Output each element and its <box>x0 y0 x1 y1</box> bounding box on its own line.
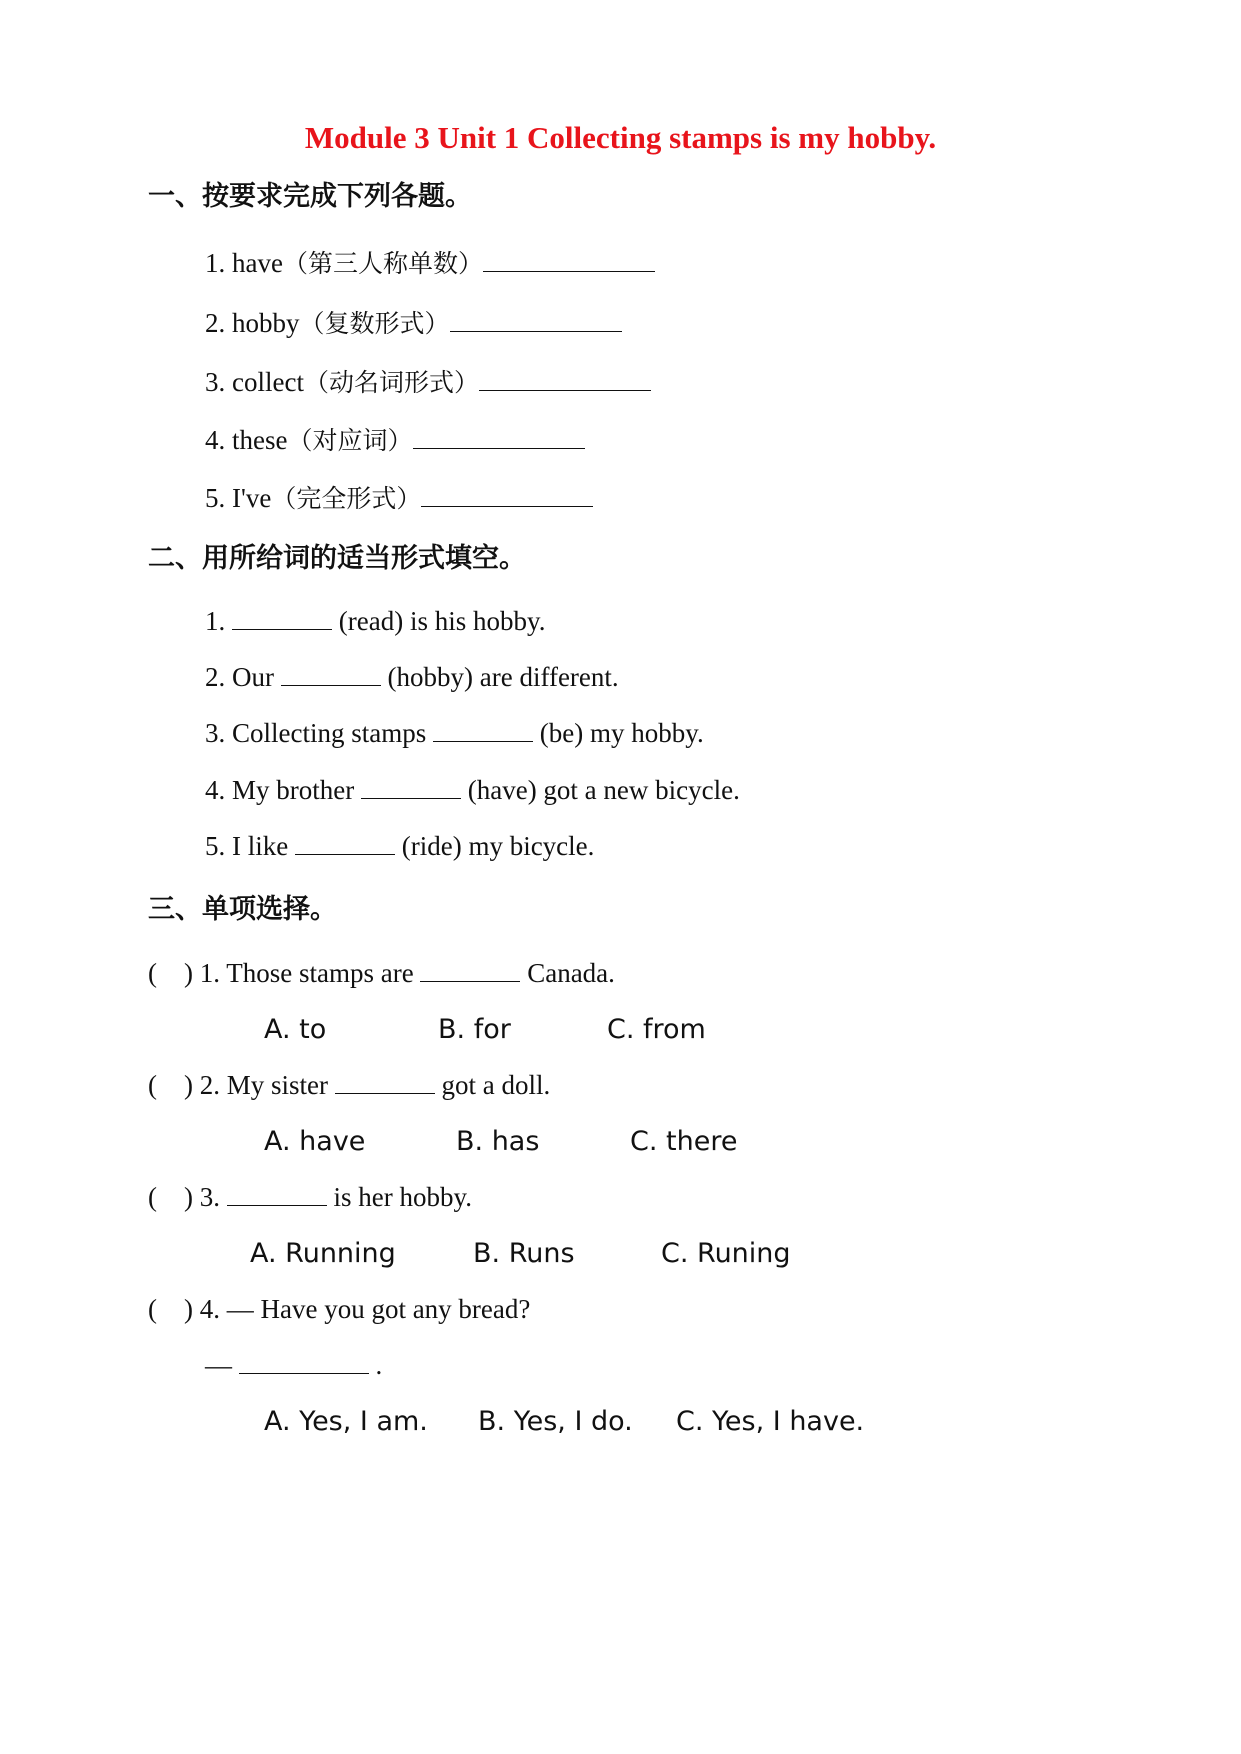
sentence-start: 3. Collecting stamps <box>205 718 433 748</box>
sentence-start: 1. <box>205 606 232 636</box>
page-title: Module 3 Unit 1 Collecting stamps is my hobby. <box>304 120 937 155</box>
answer-blank <box>239 1351 369 1374</box>
sentence-end: (read) is his hobby. <box>332 606 546 636</box>
item-number: 1. <box>205 248 226 278</box>
reply-end: . <box>368 1350 383 1380</box>
sentence-end: (hobby) are different. <box>380 662 619 692</box>
question-end: is her hobby. <box>326 1182 472 1212</box>
option-c[interactable]: C. Yes, I have. <box>676 1406 865 1437</box>
option-a[interactable]: A. Yes, I am. <box>264 1406 428 1437</box>
item-number: 4. <box>205 425 226 455</box>
option-a[interactable]: A. have <box>264 1126 366 1157</box>
item-word: these <box>232 425 288 455</box>
answer-blank <box>335 1071 435 1094</box>
reply-dash: — <box>205 1350 232 1380</box>
sentence-end: (ride) my bicycle. <box>394 831 595 861</box>
option-b[interactable]: B. for <box>438 1014 511 1045</box>
item-number: 3. <box>205 367 226 397</box>
option-c[interactable]: C. Runing <box>661 1238 791 1269</box>
option-a[interactable]: A. to <box>264 1014 327 1045</box>
answer-blank[interactable] <box>450 309 622 332</box>
question-start: 3. <box>199 1182 227 1212</box>
item-number: 2. <box>205 308 226 338</box>
item-word: I've <box>232 483 272 513</box>
s2-item-1 <box>205 606 545 637</box>
question-end: Canada. <box>520 958 615 988</box>
option-b[interactable]: B. Yes, I do. <box>478 1406 633 1437</box>
item-number: 5. <box>205 483 226 513</box>
sentence-start: 4. My brother <box>205 775 361 805</box>
answer-paren[interactable]: ( ) <box>148 958 193 988</box>
s2-item-2 <box>205 662 619 693</box>
item-hint: （复数形式） <box>299 309 450 338</box>
s1-item-1 <box>205 244 655 280</box>
answer-blank[interactable] <box>479 368 651 391</box>
s3-question-2 <box>148 1070 550 1101</box>
s2-item-5 <box>205 831 594 862</box>
answer-blank[interactable] <box>421 484 593 507</box>
sentence-end: (be) my hobby. <box>532 718 704 748</box>
answer-blank[interactable] <box>483 249 655 272</box>
s1-item-4 <box>205 421 585 457</box>
option-a[interactable]: A. Running <box>250 1238 396 1269</box>
s2-item-3 <box>205 718 704 749</box>
question-text: 4. — Have you got any bread? <box>199 1294 531 1324</box>
option-c[interactable]: C. there <box>630 1126 738 1157</box>
answer-blank[interactable] <box>361 776 461 799</box>
item-word: collect <box>232 367 304 397</box>
s3-question-3 <box>148 1182 472 1213</box>
item-hint: （完全形式） <box>271 484 422 513</box>
s3-question-1 <box>148 958 615 989</box>
answer-paren[interactable]: ( ) <box>148 1182 193 1212</box>
item-word: have <box>232 248 283 278</box>
s2-item-4 <box>205 775 740 806</box>
option-b[interactable]: B. has <box>456 1126 540 1157</box>
option-c[interactable]: C. from <box>607 1014 706 1045</box>
question-start: 2. My sister <box>199 1070 335 1100</box>
question-end: got a doll. <box>434 1070 551 1100</box>
sentence-start: 5. I like <box>205 831 295 861</box>
answer-blank <box>420 959 520 982</box>
section-1-heading: 一、按要求完成下列各题。 <box>148 181 472 212</box>
option-b[interactable]: B. Runs <box>473 1238 575 1269</box>
answer-blank[interactable] <box>295 832 395 855</box>
sentence-start: 2. Our <box>205 662 281 692</box>
s1-item-3 <box>205 363 651 399</box>
answer-blank[interactable] <box>413 426 585 449</box>
item-word: hobby <box>232 308 300 338</box>
s1-item-2 <box>205 304 622 340</box>
item-hint: （动名词形式） <box>303 368 479 397</box>
item-hint: （对应词） <box>287 426 413 455</box>
answer-blank <box>227 1183 327 1206</box>
section-2-heading: 二、用所给词的适当形式填空。 <box>148 543 526 574</box>
answer-blank[interactable] <box>281 663 381 686</box>
section-3-heading: 三、单项选择。 <box>148 894 337 925</box>
s3-question-4-reply <box>205 1350 382 1381</box>
s3-question-4 <box>148 1294 530 1325</box>
s1-item-5 <box>205 479 593 515</box>
item-hint: （第三人称单数） <box>282 249 483 278</box>
sentence-end: (have) got a new bicycle. <box>460 775 740 805</box>
answer-paren[interactable]: ( ) <box>148 1294 193 1324</box>
answer-blank[interactable] <box>232 607 332 630</box>
answer-paren[interactable]: ( ) <box>148 1070 193 1100</box>
answer-blank[interactable] <box>433 719 533 742</box>
question-start: 1. Those stamps are <box>199 958 421 988</box>
